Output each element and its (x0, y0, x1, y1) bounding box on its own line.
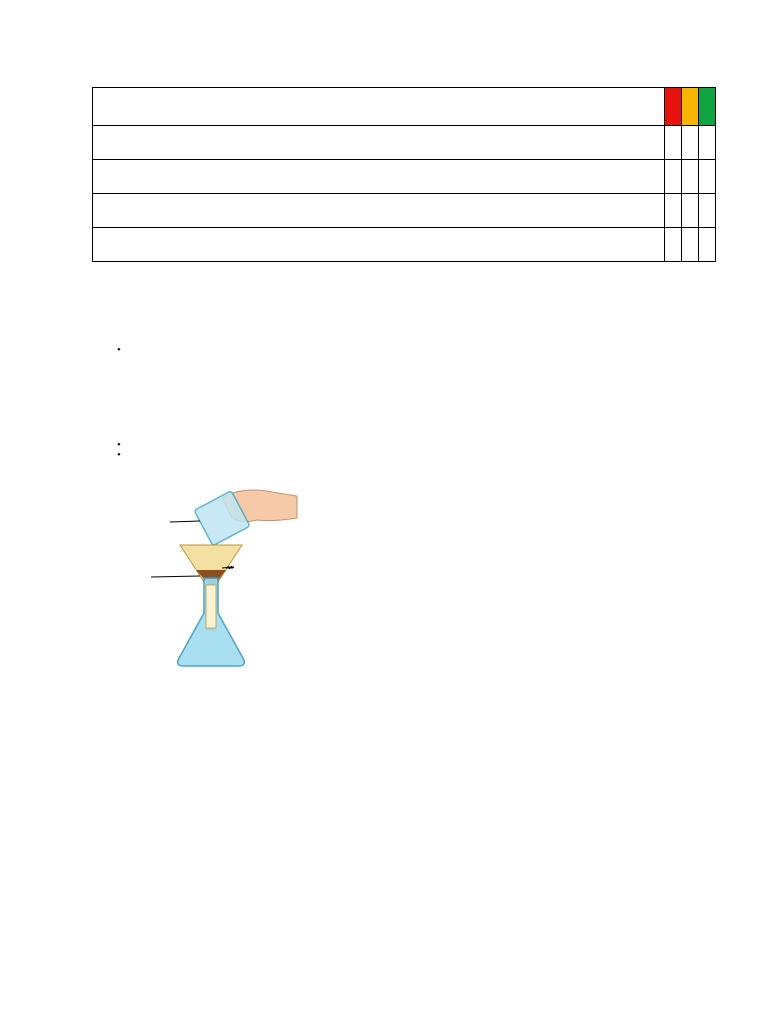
learning-objectives-table (92, 87, 716, 262)
separating-bullet-list (117, 342, 677, 352)
rag-red-checkbox[interactable] (665, 126, 682, 160)
rag-amber-cell[interactable] (682, 88, 699, 126)
objective-text (93, 228, 665, 262)
rag-green-checkbox[interactable] (699, 194, 716, 228)
rag-green-checkbox[interactable] (699, 126, 716, 160)
rag-green-cell[interactable] (699, 88, 716, 126)
rag-red-checkbox[interactable] (665, 228, 682, 262)
rag-amber-checkbox[interactable] (682, 126, 699, 160)
table-row (93, 160, 716, 194)
objective-text (93, 160, 665, 194)
table-row (93, 228, 716, 262)
objectives-header (93, 88, 665, 126)
objective-text (93, 126, 665, 160)
objective-text (93, 194, 665, 228)
rag-green-checkbox[interactable] (699, 160, 716, 194)
rag-red-checkbox[interactable] (665, 194, 682, 228)
filtration-bullet-list (117, 437, 677, 447)
table-row (93, 194, 716, 228)
rag-amber-checkbox[interactable] (682, 228, 699, 262)
table-row (93, 126, 716, 160)
filtration-diagram (92, 488, 307, 673)
rag-red-cell[interactable] (665, 88, 682, 126)
rag-red-checkbox[interactable] (665, 160, 682, 194)
rag-amber-checkbox[interactable] (682, 160, 699, 194)
rag-green-checkbox[interactable] (699, 228, 716, 262)
table-header-row (93, 88, 716, 126)
rag-amber-checkbox[interactable] (682, 194, 699, 228)
